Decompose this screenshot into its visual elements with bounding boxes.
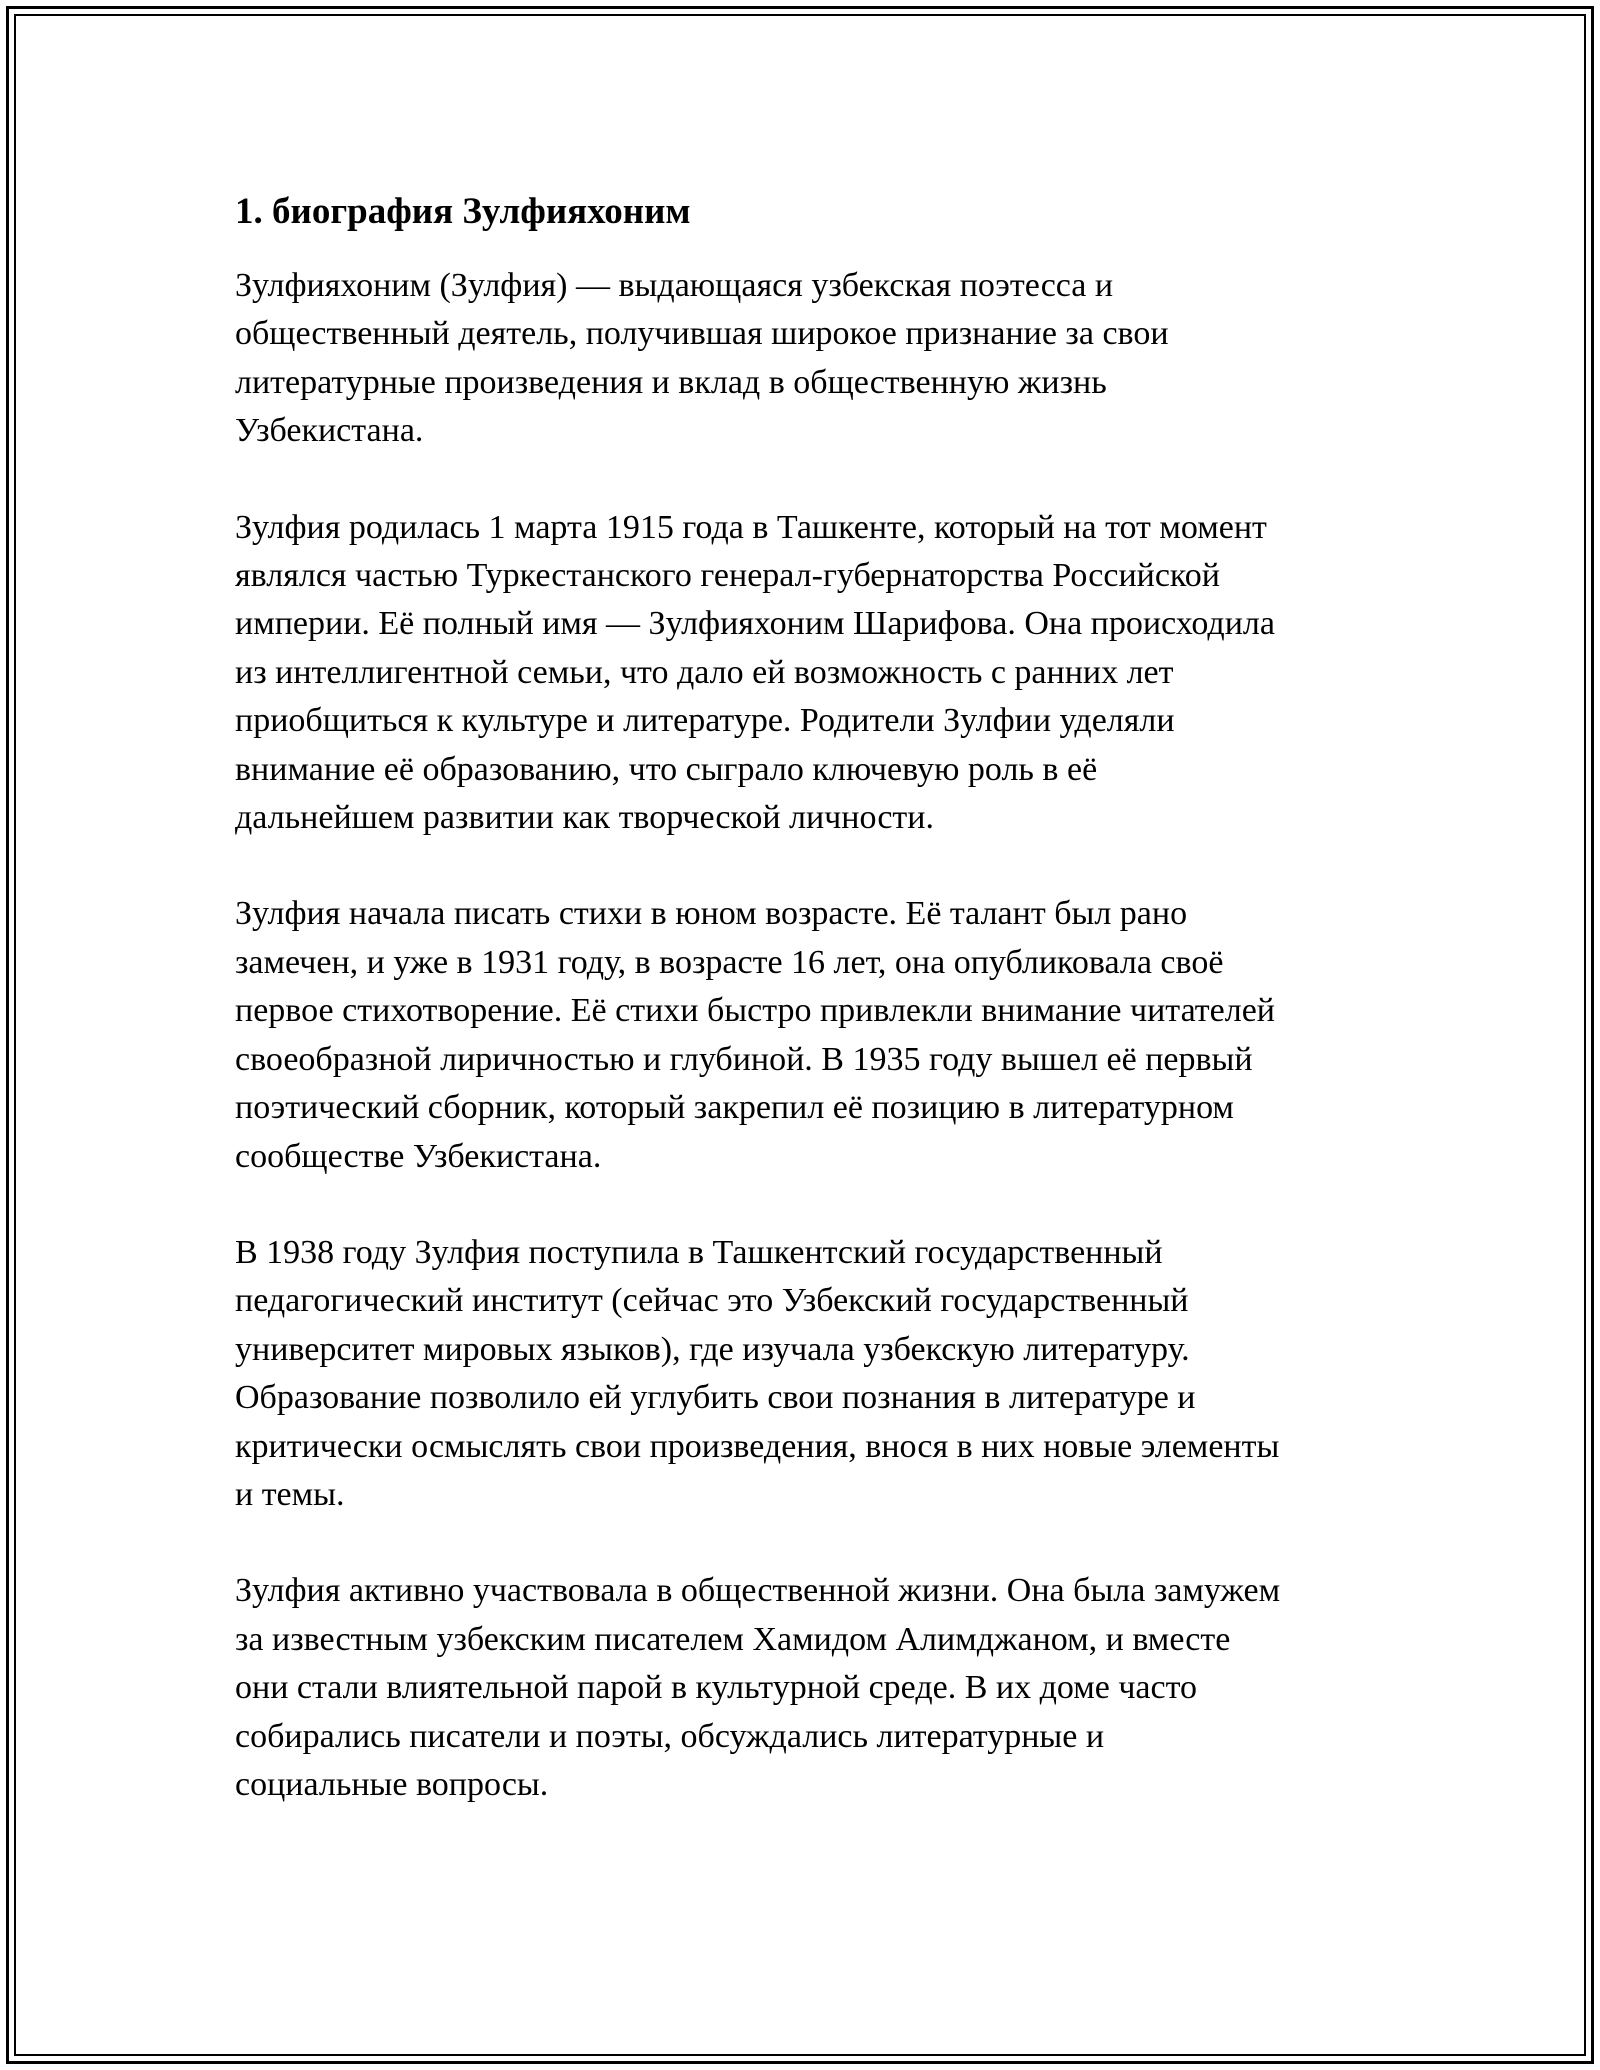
paragraph-early-poetry: Зулфия начала писать стихи в юном возрасте. Её талант был рано замечен, и уже в 1931 году, в возрасте 16 лет, она опубликовала своё первое стихотворение. Её стихи быстро привлекли внимание читателей своеобразной лиричностью и глубиной. В 1935 году вышел её первый поэтический сборник, который закрепил её позицию в литературном сообществе Узбекистана. [235,895,1275,1175]
document-body [235,188,1385,1857]
paragraph-birth: Зулфия родилась 1 марта 1915 года в Ташкенте, который на тот момент являлся частью Туркестанского генерал-губернаторства Российской империи. Её полный имя — Зулфияхоним Шарифова. Она происходила из интеллигентной семьи, что дало ей возможность с ранних лет приобщиться к культуре и литературе. Родители Зулфии уделяли внимание её образованию, что сыграло ключевую роль в её дальнейшем развитии как творческой личности. [235,508,1275,837]
paragraph-intro: Зулфияхоним (Зулфия) — выдающаяся узбекская поэтесса и общественный деятель, получившая широкое признание за свои литературные произведения и вклад в общественную жизнь Узбекистана. [235,267,1169,450]
paragraph-education: В 1938 году Зулфия поступила в Ташкентский государственный педагогический институт (сейчас это Узбекский государственный университет мировых языков), где изучала узбекскую литературу. Образование позволило ей углубить свои познания в литературе и критически осмыслять свои произведения, внося в них новые элементы и темы. [235,1233,1280,1513]
section-heading: 1. биография Зулфияхоним [235,191,691,232]
paragraph-public-life: Зулфия активно участвовала в общественной жизни. Она была замужем за известным узбекским писателем Хамидом Алимджаном, и вместе они стали влиятельной парой в культурной среде. В их доме часто собирались писатели и поэты, обсуждались литературные и социальные вопросы. [235,1572,1281,1803]
